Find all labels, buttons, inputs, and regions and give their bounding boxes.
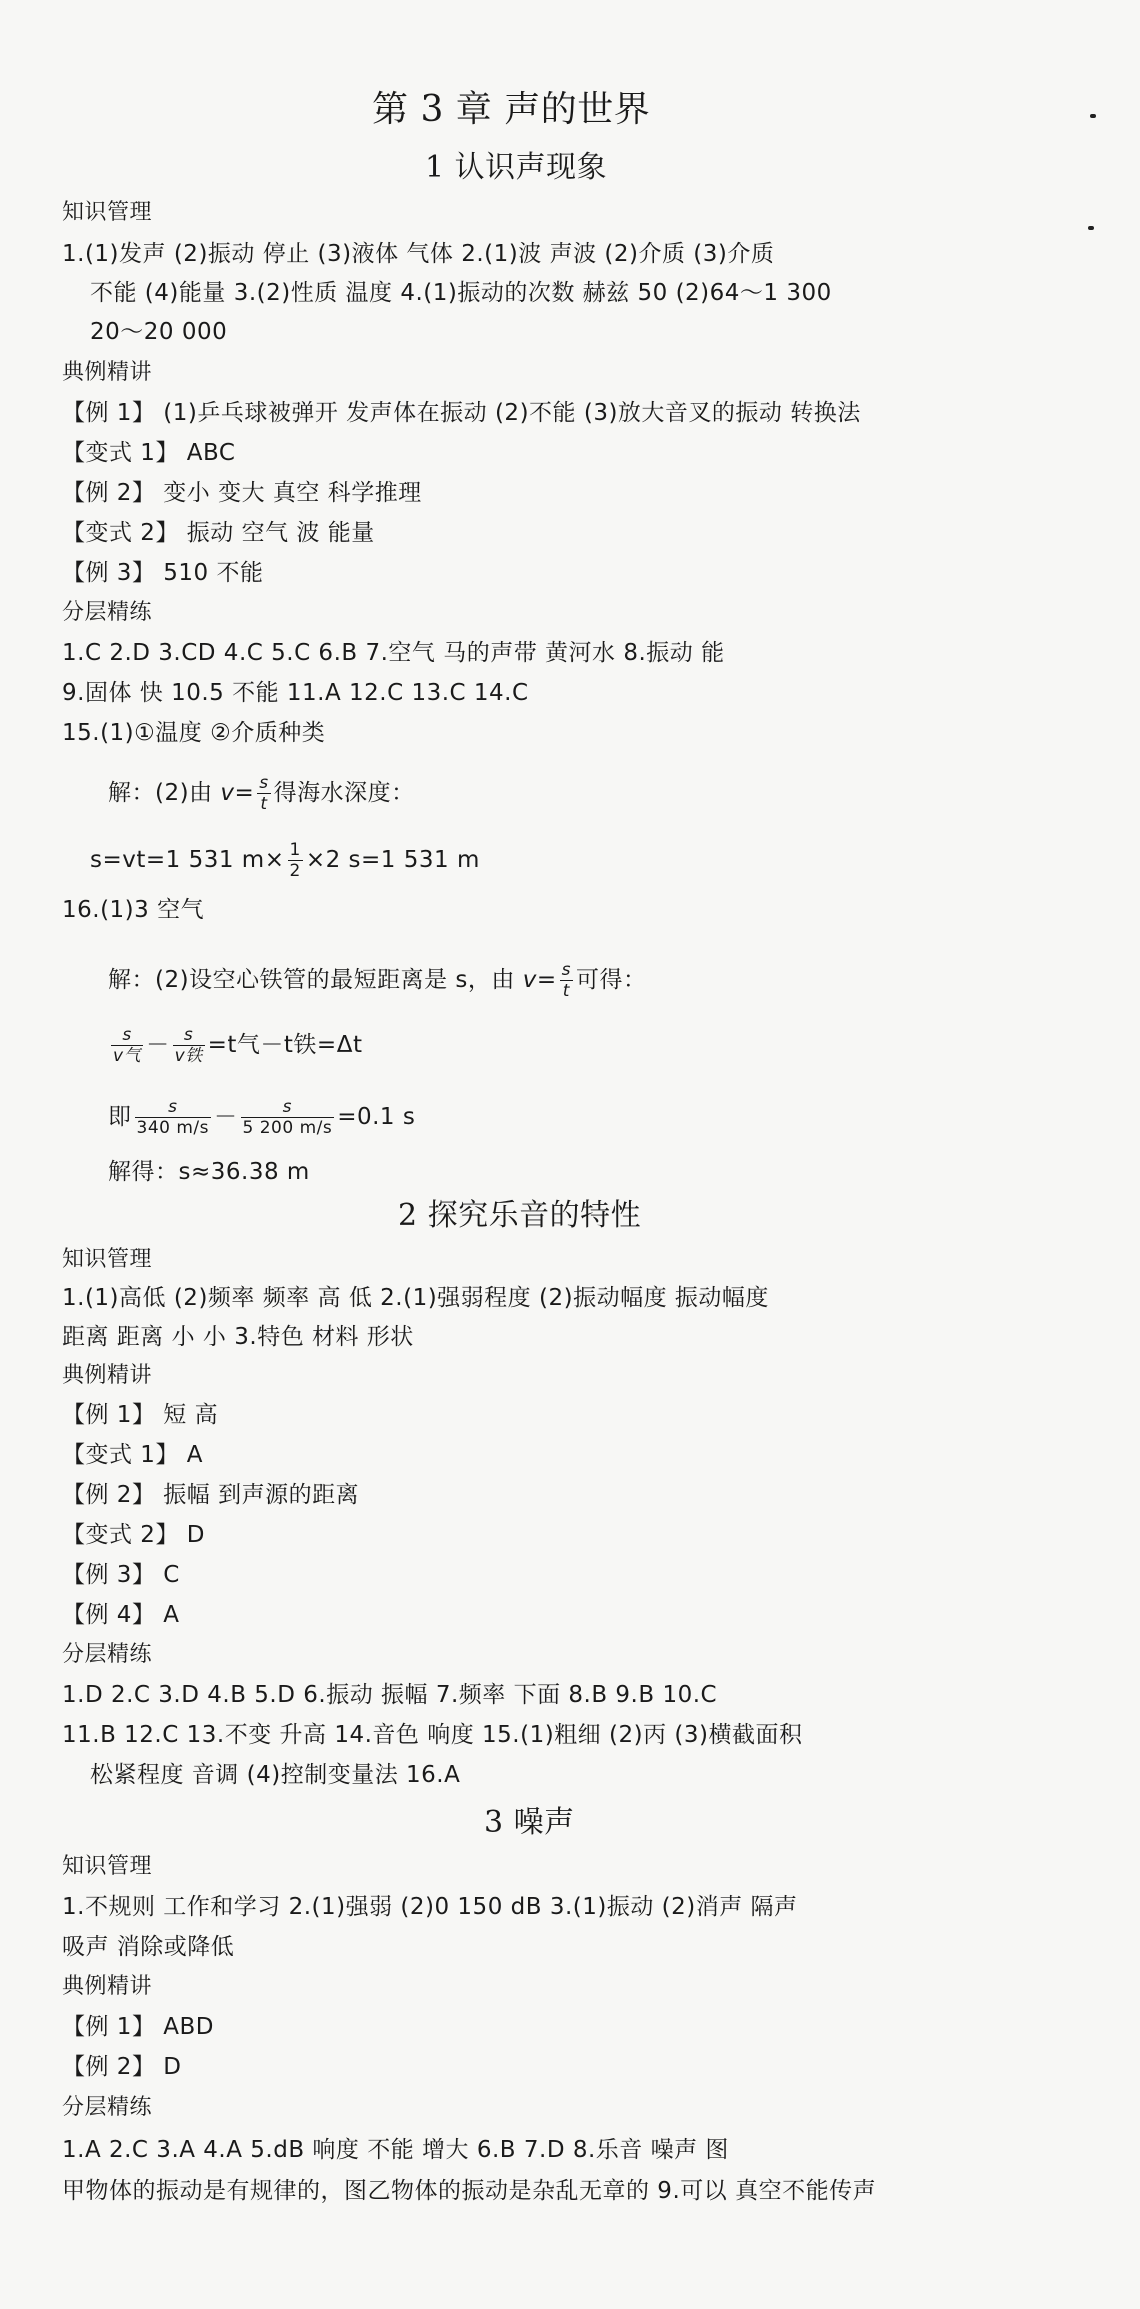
answer-line: 15.(1)①温度 ②介质种类 (62, 720, 326, 746)
answer-line: 11.B 12.C 13.不变 升高 14.音色 响度 15.(1)粗细 (2)丙 (3)横截面积 (62, 1722, 803, 1748)
example-answer: 【例 4】 A (62, 1602, 180, 1628)
math-op: = (234, 780, 255, 806)
fraction-num: 1 (289, 840, 301, 860)
math-var: v (522, 967, 537, 993)
answer-line: 16.(1)3 空气 (62, 897, 205, 923)
solution-text: 得海水深度： (273, 780, 415, 806)
fraction-den: 2 (289, 861, 301, 881)
section-label: 分层精练 (62, 600, 153, 625)
fraction (111, 1025, 143, 1066)
solution-text: 可得： (575, 967, 647, 993)
section-label: 知识管理 (62, 200, 153, 225)
solution-line (108, 773, 415, 814)
fraction (257, 773, 270, 814)
solution-text: 即 (108, 1104, 132, 1130)
answer-line: 1.D 2.C 3.D 4.B 5.D 6.振动 振幅 7.频率 下面 8.B 9.B 10.C (62, 1682, 718, 1708)
section-label: 典例精讲 (62, 360, 153, 385)
answer-line: 1.不规则 工作和学习 2.(1)强弱 (2)0 150 dB 3.(1)振动 (2)消声 隔声 (62, 1894, 798, 1920)
fraction-num: s (173, 1025, 205, 1046)
example-answer: 【例 3】 510 不能 (62, 560, 264, 586)
fraction-den: v气 (113, 1046, 142, 1066)
variant-answer: 【变式 1】 A (62, 1442, 203, 1468)
math-var: v (220, 780, 235, 806)
answer-line: 1.(1)高低 (2)频率 频率 高 低 2.(1)强弱程度 (2)振动幅度 振动幅度 (62, 1285, 769, 1311)
solution-text: s=vt=1 531 m× (90, 847, 285, 873)
fraction-num: s (561, 960, 571, 980)
section-label: 典例精讲 (62, 1363, 153, 1388)
section-label: 分层精练 (62, 2095, 153, 2120)
example-answer: 【例 2】 振幅 到声源的距离 (62, 1482, 360, 1508)
solution-text: ×2 s=1 531 m (305, 847, 480, 873)
fraction (173, 1025, 205, 1066)
answer-line: 甲物体的振动是有规律的，图乙物体的振动是杂乱无章的 9.可以 真空不能传声 (62, 2178, 877, 2204)
example-answer: 【例 2】 D (62, 2054, 182, 2080)
example-answer: 【例 1】 ABD (62, 2014, 214, 2040)
section-title: 1 认识声现象 (425, 150, 608, 185)
answer-line: 20～20 000 (90, 319, 228, 345)
solution-line (90, 840, 480, 881)
solution-text: =t气－t铁=Δt (207, 1032, 363, 1058)
fraction-den: t (562, 981, 570, 1001)
fraction-den: 5 200 m/s (242, 1118, 333, 1138)
solution-text: 解：(2)设空心铁管的最短距离是 s，由 (108, 967, 523, 993)
section-label: 知识管理 (62, 1247, 153, 1272)
example-answer: 【例 2】 变小 变大 真空 科学推理 (62, 480, 422, 506)
scan-mark (1090, 114, 1096, 118)
solution-line: 即 $\frac{s}{340 m/s}$ － $\frac{s}{5 200 m/s}$ =0.1 s (108, 1097, 416, 1138)
fraction (135, 1097, 212, 1138)
section-label: 典例精讲 (62, 1974, 153, 1999)
fraction-den: t (260, 794, 268, 814)
answer-line: 距离 距离 小 小 3.特色 材料 形状 (62, 1324, 414, 1350)
variant-answer: 【变式 2】 振动 空气 波 能量 (62, 520, 375, 546)
section-label: 分层精练 (62, 1642, 153, 1667)
fraction (241, 1097, 335, 1138)
answer-line: 吸声 消除或降低 (62, 1934, 235, 1960)
solution-line (108, 960, 646, 1001)
chapter-title: 第 3 章 声的世界 (372, 89, 651, 130)
fraction-den: v铁 (174, 1046, 203, 1066)
solution-text: 解：(2)由 (108, 780, 221, 806)
section-title: 3 噪声 (484, 1805, 575, 1840)
answer-line: 9.固体 快 10.5 不能 11.A 12.C 13.C 14.C (62, 680, 529, 706)
section-title: 2 探究乐音的特性 (398, 1198, 642, 1233)
scan-mark (1088, 226, 1094, 230)
math-op: = (536, 967, 557, 993)
solution-text: =0.1 s (337, 1104, 416, 1130)
answer-line: 1.(1)发声 (2)振动 停止 (3)液体 气体 2.(1)波 声波 (2)介质 (3)介质 (62, 241, 775, 267)
section-label: 知识管理 (62, 1854, 153, 1879)
answer-line: 松紧程度 音调 (4)控制变量法 16.A (90, 1762, 461, 1788)
answer-line: 不能 (4)能量 3.(2)性质 温度 4.(1)振动的次数 赫兹 50 (2)64～1 300 (90, 280, 832, 306)
fraction-num: s (135, 1097, 212, 1118)
fraction-den: 340 m/s (136, 1118, 209, 1138)
fraction-num: s (259, 773, 269, 793)
variant-answer: 【变式 1】 ABC (62, 440, 236, 466)
solution-line: 解得：s≈36.38 m (108, 1159, 310, 1185)
variant-answer: 【变式 2】 D (62, 1522, 205, 1548)
answer-line: 1.A 2.C 3.A 4.A 5.dB 响度 不能 增大 6.B 7.D 8.乐音 噪声 图 (62, 2137, 729, 2163)
example-answer: 【例 3】 C (62, 1562, 180, 1588)
fraction (288, 840, 303, 881)
example-answer: 【例 1】 (1)乒乓球被弹开 发声体在振动 (2)不能 (3)放大音叉的振动 转换法 (62, 400, 861, 426)
fraction (560, 960, 573, 1001)
solution-line: $\frac{s}{\text{v气}}$ － $\frac{s}{\text{v铁}}$ =t气－t铁=Δt (113, 1025, 363, 1066)
example-answer: 【例 1】 短 高 (62, 1402, 219, 1428)
fraction-num: s (241, 1097, 335, 1118)
fraction-num: s (111, 1025, 143, 1046)
answer-line: 1.C 2.D 3.CD 4.C 5.C 6.B 7.空气 马的声带 黄河水 8.振动 能 (62, 640, 725, 666)
